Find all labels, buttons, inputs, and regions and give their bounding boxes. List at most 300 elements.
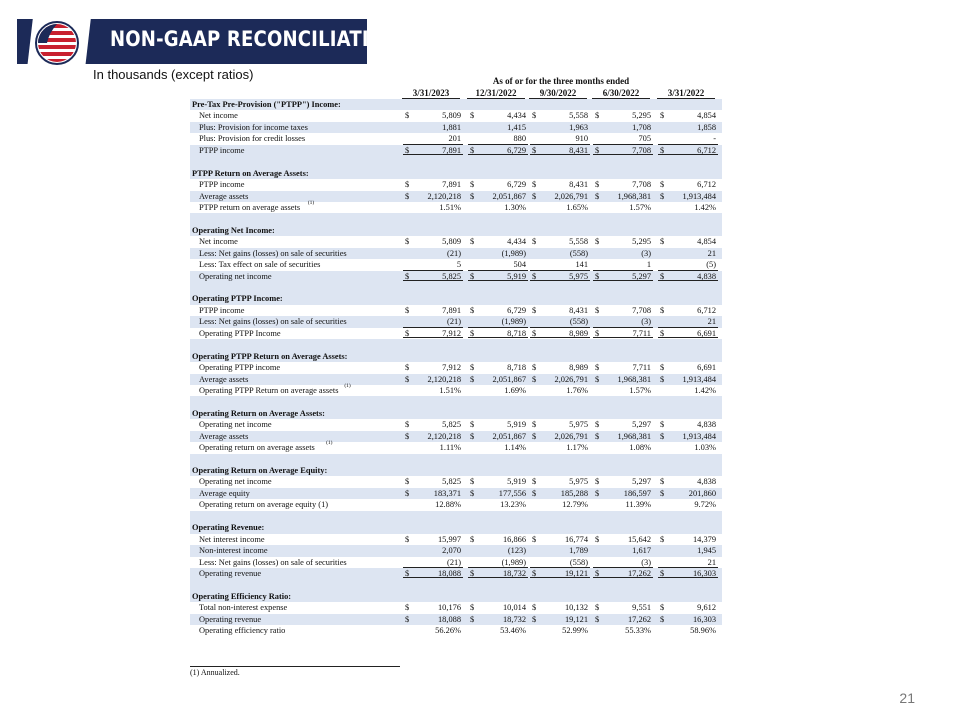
cell-value: 177,556 — [498, 488, 526, 498]
dollar-sign: $ — [532, 328, 537, 338]
cell-value: 7,711 — [632, 328, 651, 338]
cell-value: 1,415 — [507, 122, 526, 132]
dollar-sign: $ — [595, 374, 600, 384]
cell-value: 880 — [513, 134, 526, 144]
dollar-sign: $ — [660, 305, 665, 315]
cell-value: 56.26% — [435, 626, 461, 636]
section-header-row — [190, 465, 722, 476]
cell-value: (558) — [569, 557, 588, 567]
cell-value: 2,026,791 — [554, 374, 588, 384]
dollar-sign: $ — [660, 191, 665, 201]
cell-value: 5 — [456, 260, 461, 270]
dollar-sign: $ — [660, 271, 665, 281]
cell-value: 9,551 — [632, 603, 651, 613]
cell-value: 4,838 — [697, 420, 716, 430]
footnote-divider — [190, 666, 400, 667]
cell-value: 1,945 — [697, 546, 716, 556]
cell-value: 5,809 — [442, 111, 461, 121]
cell-value: (3) — [641, 248, 651, 258]
dollar-sign: $ — [405, 180, 410, 190]
row-label: Average assets — [199, 431, 249, 441]
row-label: Net interest income — [199, 534, 265, 544]
table-row — [190, 476, 722, 487]
cell-value: 5,919 — [507, 271, 526, 281]
cell-value: 2,070 — [442, 546, 461, 556]
cell-value: 1.17% — [566, 443, 588, 453]
dollar-sign: $ — [405, 145, 410, 155]
spacer-row — [190, 511, 722, 522]
dollar-sign: $ — [660, 145, 665, 155]
cell-value: 7,891 — [442, 180, 461, 190]
table-row — [190, 419, 722, 430]
cell-value: 7,708 — [632, 145, 651, 155]
cell-value: 141 — [575, 260, 588, 270]
dollar-sign: $ — [532, 534, 537, 544]
title-banner — [17, 19, 400, 64]
cell-value: 18,088 — [437, 614, 461, 624]
column-header: 12/31/2022 — [467, 88, 525, 99]
cell-value: 18,732 — [502, 614, 526, 624]
cell-value: 4,854 — [697, 237, 716, 247]
column-header: 6/30/2022 — [592, 88, 650, 99]
cell-value: 1.03% — [694, 443, 716, 453]
cell-value: 1.69% — [504, 385, 526, 395]
row-label: PTPP income — [199, 145, 245, 155]
dollar-sign: $ — [470, 328, 475, 338]
row-label: Non-interest income — [199, 546, 268, 556]
cell-value: 7,711 — [632, 363, 651, 373]
cell-value: 1.57% — [629, 202, 651, 212]
spacer-row — [190, 213, 722, 224]
cell-value: 16,866 — [502, 534, 526, 544]
cell-value: 1,913,484 — [682, 191, 716, 201]
section-label: Operating PTPP Return on Average Assets: — [192, 351, 348, 361]
cell-value: 6,729 — [507, 305, 526, 315]
section-label: PTPP Return on Average Assets: — [192, 168, 309, 178]
cell-value: 4,434 — [507, 237, 526, 247]
table-row — [190, 316, 722, 327]
cell-value: 6,691 — [697, 328, 716, 338]
section-label: Operating Revenue: — [192, 523, 265, 533]
cell-value: 1.76% — [566, 385, 588, 395]
dollar-sign: $ — [660, 237, 665, 247]
cell-value: 8,718 — [507, 328, 526, 338]
cell-value: 186,597 — [623, 488, 651, 498]
section-label: Operating Return on Average Equity: — [192, 466, 328, 475]
page-title: NON-GAAP RECONCILIATION — [110, 27, 400, 51]
cell-value: 15,642 — [627, 534, 651, 544]
column-headers — [400, 88, 722, 98]
cell-value: 1.42% — [694, 385, 716, 395]
dollar-sign: $ — [470, 534, 475, 544]
dollar-sign: $ — [470, 603, 475, 613]
cell-value: 52.99% — [562, 626, 588, 636]
table-row — [190, 328, 722, 339]
table-row — [190, 271, 722, 282]
cell-value: 5,297 — [632, 420, 651, 430]
cell-value: 14,379 — [692, 534, 716, 544]
row-label: Operating return on average equity (1) — [199, 500, 329, 510]
cell-value: 21 — [707, 317, 716, 327]
cell-value: 15,997 — [437, 534, 461, 544]
cell-value: 1,963 — [569, 122, 588, 132]
cell-value: 6,729 — [507, 145, 526, 155]
dollar-sign: $ — [532, 374, 537, 384]
footnote: (1) Annualized. — [190, 668, 240, 677]
cell-value: 5,558 — [569, 237, 588, 247]
cell-value: 19,121 — [564, 568, 588, 578]
cell-value: 5,975 — [569, 477, 588, 487]
cell-value: 6,691 — [697, 363, 716, 373]
cell-value: 2,120,218 — [427, 374, 461, 384]
cell-value: 9,612 — [697, 603, 716, 613]
cell-value: 183,371 — [433, 488, 461, 498]
cell-value: 5,558 — [569, 111, 588, 121]
dollar-sign: $ — [470, 614, 475, 624]
cell-value: 13.23% — [500, 500, 526, 510]
cell-value: (558) — [569, 248, 588, 258]
cell-value: 2,120,218 — [427, 191, 461, 201]
dollar-sign: $ — [532, 271, 537, 281]
cell-value: 53.46% — [500, 626, 526, 636]
dollar-sign: $ — [595, 603, 600, 613]
dollar-sign: $ — [595, 111, 600, 121]
dollar-sign: $ — [595, 534, 600, 544]
cell-value: 8,718 — [507, 363, 526, 373]
units-subtitle: In thousands (except ratios) — [93, 67, 254, 82]
dollar-sign: $ — [660, 328, 665, 338]
cell-value: (21) — [447, 248, 461, 258]
table-row — [190, 248, 722, 259]
column-header: 9/30/2022 — [529, 88, 587, 99]
row-label: Operating revenue — [199, 614, 262, 624]
dollar-sign: $ — [660, 568, 665, 578]
cell-value: 4,854 — [697, 111, 716, 121]
cell-value: 5,975 — [569, 271, 588, 281]
row-label: Less: Net gains (losses) on sale of securities — [199, 317, 347, 327]
cell-value: (21) — [447, 557, 461, 567]
table-row — [190, 602, 722, 613]
cell-value: 19,121 — [564, 614, 588, 624]
spacer-row — [190, 396, 722, 407]
cell-value: 910 — [575, 134, 588, 144]
dollar-sign: $ — [532, 614, 537, 624]
dollar-sign: $ — [595, 614, 600, 624]
cell-value: 5,919 — [507, 420, 526, 430]
dollar-sign: $ — [595, 568, 600, 578]
dollar-sign: $ — [532, 305, 537, 315]
dollar-sign: $ — [660, 477, 665, 487]
dollar-sign: $ — [532, 431, 537, 441]
cell-value: 1.51% — [439, 202, 461, 212]
section-header-row — [190, 225, 722, 236]
section-header-row — [190, 293, 722, 304]
cell-value: 10,014 — [502, 603, 526, 613]
cell-value: (21) — [447, 317, 461, 327]
cell-value: 10,176 — [437, 603, 461, 613]
dollar-sign: $ — [470, 191, 475, 201]
section-header-row — [190, 591, 722, 602]
cell-value: 58.96% — [690, 626, 716, 636]
cell-value: 2,051,867 — [492, 374, 526, 384]
table-row — [190, 374, 722, 385]
cell-value: (558) — [569, 317, 588, 327]
cell-value: (3) — [641, 317, 651, 327]
cell-value: 1,858 — [697, 122, 716, 132]
cell-value: 4,434 — [507, 111, 526, 121]
row-label: Operating net income — [199, 420, 272, 430]
dollar-sign: $ — [470, 111, 475, 121]
row-label: Plus: Provision for credit losses — [199, 134, 306, 144]
table-row — [190, 110, 722, 121]
table-row — [190, 557, 722, 568]
cell-value: 1,968,381 — [617, 431, 651, 441]
cell-value: 10,132 — [564, 603, 588, 613]
cell-value: 6,712 — [697, 180, 716, 190]
dollar-sign: $ — [470, 488, 475, 498]
table-row — [190, 442, 722, 453]
table-row — [190, 122, 722, 133]
spacer-row — [190, 579, 722, 590]
section-label: Operating Return on Average Assets: — [192, 408, 325, 418]
cell-value: 18,732 — [502, 568, 526, 578]
dollar-sign: $ — [470, 305, 475, 315]
cell-value: 5,295 — [632, 237, 651, 247]
dollar-sign: $ — [595, 363, 600, 373]
cell-value: 8,989 — [569, 363, 588, 373]
dollar-sign: $ — [532, 191, 537, 201]
section-header-row — [190, 522, 722, 533]
dollar-sign: $ — [595, 488, 600, 498]
dollar-sign: $ — [660, 614, 665, 624]
cell-value: 185,288 — [560, 488, 588, 498]
dollar-sign: $ — [470, 431, 475, 441]
table-row — [190, 545, 722, 556]
dollar-sign: $ — [660, 420, 665, 430]
table-row — [190, 614, 722, 625]
cell-value: (123) — [507, 546, 526, 556]
cell-value: 1.51% — [439, 385, 461, 395]
cell-value: 201,860 — [688, 488, 716, 498]
table-row — [190, 305, 722, 316]
footnote-marker: (1) — [307, 199, 315, 206]
section-label: Operating PTPP Income: — [192, 294, 283, 304]
dollar-sign: $ — [595, 431, 600, 441]
cell-value: 16,774 — [564, 534, 588, 544]
cell-value: 7,912 — [442, 363, 461, 373]
section-label: Operating Net Income: — [192, 225, 275, 235]
dollar-sign: $ — [595, 237, 600, 247]
cell-value: 1.65% — [566, 202, 588, 212]
spacer-row — [190, 156, 722, 167]
row-label: Operating net income — [199, 477, 272, 487]
cell-value: 2,026,791 — [554, 431, 588, 441]
dollar-sign: $ — [405, 431, 410, 441]
cell-value: 5,297 — [632, 477, 651, 487]
spacer-row — [190, 282, 722, 293]
page-number: 21 — [899, 690, 915, 706]
dollar-sign: $ — [532, 237, 537, 247]
cell-value: 4,838 — [697, 477, 716, 487]
row-label: Less: Net gains (losses) on sale of securities — [199, 248, 347, 258]
dollar-sign: $ — [532, 477, 537, 487]
footnote-marker: (1) — [344, 382, 351, 389]
dollar-sign: $ — [405, 568, 410, 578]
cell-value: 1.30% — [504, 202, 526, 212]
cell-value: 5,809 — [442, 237, 461, 247]
cell-value: 9.72% — [694, 500, 716, 510]
dollar-sign: $ — [660, 488, 665, 498]
row-label: Less: Tax effect on sale of securities — [199, 260, 321, 270]
dollar-sign: $ — [470, 374, 475, 384]
cell-value: 5,295 — [632, 111, 651, 121]
flag-globe-logo-icon — [27, 17, 91, 69]
cell-value: 5,825 — [442, 477, 461, 487]
dollar-sign: $ — [595, 420, 600, 430]
cell-value: (1,989) — [501, 317, 526, 327]
cell-value: 1,968,381 — [617, 374, 651, 384]
cell-value: 8,431 — [569, 180, 588, 190]
row-label: Average assets — [199, 191, 249, 201]
dollar-sign: $ — [660, 431, 665, 441]
cell-value: 6,712 — [697, 145, 716, 155]
column-header: 3/31/2022 — [657, 88, 715, 99]
dollar-sign: $ — [532, 488, 537, 498]
dollar-sign: $ — [405, 237, 410, 247]
dollar-sign: $ — [660, 111, 665, 121]
cell-value: 16,303 — [692, 568, 716, 578]
row-label: PTPP return on average assets — [199, 202, 301, 212]
dollar-sign: $ — [660, 374, 665, 384]
footnote-marker: (1) — [326, 440, 333, 447]
table-row — [190, 499, 722, 510]
dollar-sign: $ — [595, 191, 600, 201]
cell-value: 17,262 — [627, 568, 651, 578]
cell-value: 4,838 — [697, 271, 716, 281]
cell-value: 1,789 — [569, 546, 588, 556]
cell-value: 1,968,381 — [617, 191, 651, 201]
cell-value: 2,120,218 — [427, 431, 461, 441]
cell-value: 5,825 — [442, 420, 461, 430]
row-label: Average assets — [199, 374, 249, 384]
cell-value: 1.57% — [629, 385, 651, 395]
cell-value: 5,975 — [569, 420, 588, 430]
dollar-sign: $ — [470, 363, 475, 373]
table-row — [190, 625, 722, 636]
row-label: Less: Net gains (losses) on sale of securities — [199, 557, 347, 567]
row-label: Net income — [199, 111, 238, 121]
cell-value: 2,051,867 — [492, 431, 526, 441]
dollar-sign: $ — [532, 420, 537, 430]
dollar-sign: $ — [532, 111, 537, 121]
dollar-sign: $ — [405, 363, 410, 373]
row-label: PTPP income — [199, 305, 245, 315]
cell-value: 7,708 — [632, 180, 651, 190]
dollar-sign: $ — [470, 420, 475, 430]
dollar-sign: $ — [470, 237, 475, 247]
table-row — [190, 488, 722, 499]
dollar-sign: $ — [660, 363, 665, 373]
cell-value: 7,891 — [442, 145, 461, 155]
reconciliation-table — [190, 99, 722, 637]
cell-value: 1,708 — [632, 122, 651, 132]
dollar-sign: $ — [595, 145, 600, 155]
table-row — [190, 179, 722, 190]
table-row — [190, 568, 722, 579]
row-label: Operating revenue — [199, 568, 262, 578]
dollar-sign: $ — [470, 180, 475, 190]
table-row — [190, 133, 722, 144]
cell-value: 5,919 — [507, 477, 526, 487]
row-label: Operating efficiency ratio — [199, 626, 286, 636]
cell-value: 201 — [448, 134, 461, 144]
dollar-sign: $ — [595, 477, 600, 487]
cell-value: 11.39% — [625, 500, 651, 510]
cell-value: 8,431 — [569, 305, 588, 315]
cell-value: 17,262 — [627, 614, 651, 624]
cell-value: 2,051,867 — [492, 191, 526, 201]
cell-value: 18,088 — [437, 568, 461, 578]
section-header-row — [190, 168, 722, 179]
dollar-sign: $ — [660, 603, 665, 613]
cell-value: (1,989) — [501, 557, 526, 567]
cell-value: 8,431 — [569, 145, 588, 155]
row-label: PTPP income — [199, 180, 245, 190]
table-row — [190, 431, 722, 442]
dollar-sign: $ — [470, 477, 475, 487]
section-header-row — [190, 408, 722, 419]
cell-value: (3) — [641, 557, 651, 567]
dollar-sign: $ — [405, 614, 410, 624]
dollar-sign: $ — [532, 363, 537, 373]
section-header-row — [190, 99, 722, 110]
cell-value: (1,989) — [501, 248, 526, 258]
table-row — [190, 382, 722, 396]
dollar-sign: $ — [405, 271, 410, 281]
cell-value: 1,913,484 — [682, 431, 716, 441]
table-row — [190, 259, 722, 270]
cell-value: 7,912 — [442, 328, 461, 338]
dollar-sign: $ — [405, 534, 410, 544]
dollar-sign: $ — [660, 180, 665, 190]
table-row — [190, 362, 722, 373]
section-header-row — [190, 351, 722, 362]
table-row — [190, 534, 722, 545]
spacer-row — [190, 454, 722, 465]
dollar-sign: $ — [405, 420, 410, 430]
section-label: Operating Efficiency Ratio: — [192, 591, 292, 601]
dollar-sign: $ — [595, 180, 600, 190]
cell-value: 5,297 — [632, 271, 651, 281]
row-label: Total non-interest expense — [199, 603, 288, 613]
cell-value: 21 — [707, 557, 716, 567]
dollar-sign: $ — [470, 568, 475, 578]
dollar-sign: $ — [405, 374, 410, 384]
cell-value: 1.42% — [694, 202, 716, 212]
dollar-sign: $ — [595, 305, 600, 315]
cell-value: 504 — [513, 260, 526, 270]
dollar-sign: $ — [595, 328, 600, 338]
cell-value: 12.79% — [562, 500, 588, 510]
cell-value: 1.08% — [629, 443, 651, 453]
dollar-sign: $ — [595, 271, 600, 281]
cell-value: 7,891 — [442, 305, 461, 315]
cell-value: 1.14% — [504, 443, 526, 453]
period-header: As of or for the three months ended — [492, 76, 630, 86]
row-label: Operating PTPP Return on average assets — [199, 385, 339, 395]
dollar-sign: $ — [470, 271, 475, 281]
cell-value: 21 — [707, 248, 716, 258]
